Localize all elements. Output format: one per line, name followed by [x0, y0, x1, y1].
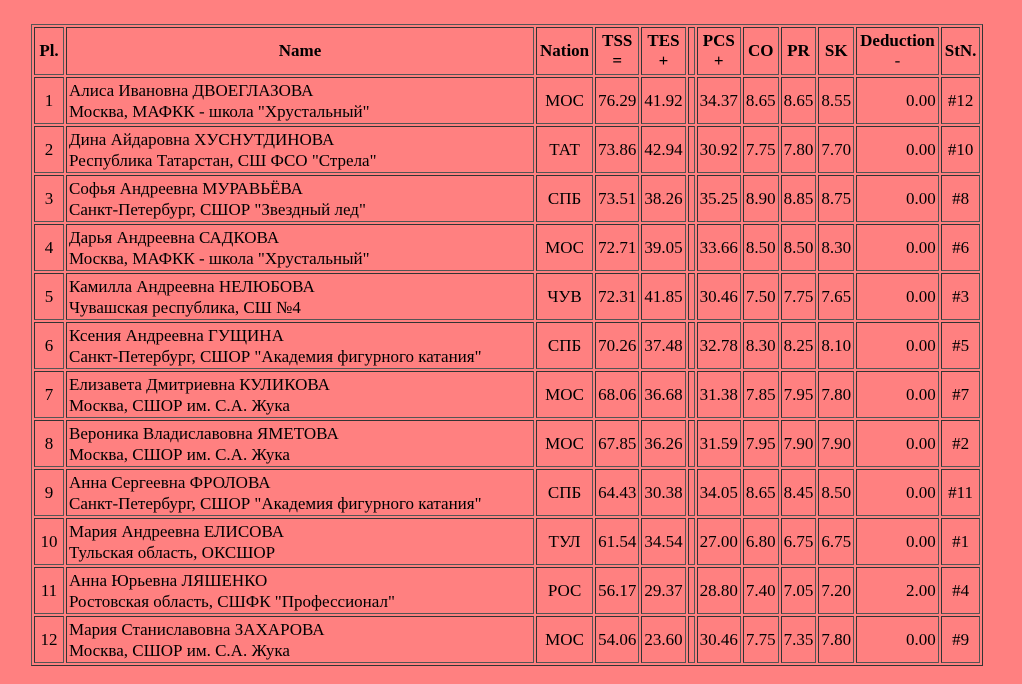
co-cell: 7.75 [743, 616, 779, 663]
deduction-cell: 0.00 [856, 420, 939, 467]
pr-cell: 7.80 [781, 126, 817, 173]
separator-cell [688, 322, 695, 369]
tss-cell: 72.31 [595, 273, 639, 320]
pr-cell: 8.85 [781, 175, 817, 222]
table-row [34, 371, 980, 418]
results-table [31, 24, 983, 666]
co-cell: 8.50 [743, 224, 779, 271]
header-tss-sub: = [612, 51, 623, 70]
skater-club: Санкт-Петербург, СШОР "Академия фигурного катания" [69, 346, 482, 366]
pcs-cell: 30.92 [697, 126, 741, 173]
co-cell: 8.65 [743, 469, 779, 516]
header-pr: PR [781, 27, 817, 75]
separator-cell [688, 175, 695, 222]
pcs-cell: 30.46 [697, 273, 741, 320]
pcs-cell: 34.05 [697, 469, 741, 516]
co-cell: 7.95 [743, 420, 779, 467]
place-cell: 6 [34, 322, 64, 369]
tss-cell: 67.85 [595, 420, 639, 467]
skater-club: Москва, СШОР им. С.А. Жука [69, 444, 290, 464]
stn-cell: #7 [941, 371, 981, 418]
nation-cell: ЧУВ [536, 273, 593, 320]
co-cell: 7.75 [743, 126, 779, 173]
place-cell: 3 [34, 175, 64, 222]
skater-club: Санкт-Петербург, СШОР "Академия фигурного катания" [69, 493, 482, 513]
co-cell: 7.40 [743, 567, 779, 614]
header-tss [595, 27, 639, 75]
separator-cell [688, 77, 695, 124]
place-cell: 7 [34, 371, 64, 418]
place-cell: 5 [34, 273, 64, 320]
separator-cell [688, 273, 695, 320]
skater-club: Москва, СШОР им. С.А. Жука [69, 640, 290, 660]
pr-cell: 6.75 [781, 518, 817, 565]
skater-name: Вероника Владиславовна ЯМЕТОВА [69, 423, 339, 443]
co-cell: 7.50 [743, 273, 779, 320]
tes-cell: 34.54 [641, 518, 685, 565]
nation-cell: МОС [536, 371, 593, 418]
stn-cell: #11 [941, 469, 981, 516]
sk-cell: 8.50 [818, 469, 854, 516]
pcs-cell: 31.38 [697, 371, 741, 418]
header-name: Name [66, 27, 534, 75]
nation-cell: ТУЛ [536, 518, 593, 565]
skater-club: Чувашская республика, СШ №4 [69, 297, 301, 317]
pcs-cell: 28.80 [697, 567, 741, 614]
table-row [34, 77, 980, 124]
stn-cell: #8 [941, 175, 981, 222]
stn-cell: #5 [941, 322, 981, 369]
pcs-cell: 34.37 [697, 77, 741, 124]
tes-cell: 41.92 [641, 77, 685, 124]
sk-cell: 7.65 [818, 273, 854, 320]
skater-club: Тульская область, ОКСШОР [69, 542, 276, 562]
header-pcs-sub: + [713, 51, 724, 70]
pcs-cell: 31.59 [697, 420, 741, 467]
stn-cell: #3 [941, 273, 981, 320]
deduction-cell: 0.00 [856, 518, 939, 565]
header-row [34, 27, 980, 75]
deduction-cell: 0.00 [856, 224, 939, 271]
nation-cell: СПБ [536, 322, 593, 369]
co-cell: 6.80 [743, 518, 779, 565]
table-row [34, 616, 980, 663]
skater-name: Софья Андреевна МУРАВЬЁВА [69, 178, 303, 198]
separator-cell [688, 420, 695, 467]
deduction-cell: 0.00 [856, 77, 939, 124]
pcs-cell: 27.00 [697, 518, 741, 565]
tss-cell: 64.43 [595, 469, 639, 516]
header-place: Pl. [34, 27, 64, 75]
separator-cell [688, 518, 695, 565]
sk-cell: 8.55 [818, 77, 854, 124]
place-cell: 2 [34, 126, 64, 173]
stn-cell: #1 [941, 518, 981, 565]
tss-cell: 54.06 [595, 616, 639, 663]
skater-club: Ростовская область, СШФК "Профессионал" [69, 591, 395, 611]
separator-cell [688, 371, 695, 418]
place-cell: 12 [34, 616, 64, 663]
header-tss-label: TSS [602, 31, 633, 50]
name-cell [66, 567, 534, 614]
sk-cell: 8.75 [818, 175, 854, 222]
separator-cell [688, 616, 695, 663]
sk-cell: 7.80 [818, 616, 854, 663]
table-row [34, 420, 980, 467]
pr-cell: 8.25 [781, 322, 817, 369]
stn-cell: #2 [941, 420, 981, 467]
co-cell: 8.90 [743, 175, 779, 222]
pcs-cell: 33.66 [697, 224, 741, 271]
deduction-cell: 2.00 [856, 567, 939, 614]
tes-cell: 39.05 [641, 224, 685, 271]
header-tes-label: TES [647, 31, 680, 50]
tss-cell: 56.17 [595, 567, 639, 614]
skater-name: Мария Андреевна ЕЛИСОВА [69, 521, 284, 541]
separator-cell [688, 126, 695, 173]
skater-club: Москва, МАФКК - школа "Хрустальный" [69, 248, 370, 268]
nation-cell: МОС [536, 420, 593, 467]
tes-cell: 30.38 [641, 469, 685, 516]
table-row [34, 518, 980, 565]
name-cell [66, 371, 534, 418]
nation-cell: СПБ [536, 175, 593, 222]
nation-cell: СПБ [536, 469, 593, 516]
table-row [34, 273, 980, 320]
pr-cell: 7.90 [781, 420, 817, 467]
name-cell [66, 126, 534, 173]
name-cell [66, 518, 534, 565]
place-cell: 11 [34, 567, 64, 614]
nation-cell: МОС [536, 616, 593, 663]
skater-name: Дарья Андреевна САДКОВА [69, 227, 280, 247]
header-deduction-sub: - [894, 51, 901, 70]
skater-club: Москва, СШОР им. С.А. Жука [69, 395, 290, 415]
tss-cell: 73.86 [595, 126, 639, 173]
pr-cell: 7.35 [781, 616, 817, 663]
header-co: CO [743, 27, 779, 75]
separator-cell [688, 567, 695, 614]
nation-cell: МОС [536, 77, 593, 124]
tes-cell: 36.68 [641, 371, 685, 418]
tes-cell: 42.94 [641, 126, 685, 173]
tes-cell: 36.26 [641, 420, 685, 467]
skater-club: Санкт-Петербург, СШОР "Звездный лед" [69, 199, 366, 219]
tes-cell: 23.60 [641, 616, 685, 663]
header-pcs [697, 27, 741, 75]
header-deduction-label: Deduction [860, 31, 935, 50]
stn-cell: #10 [941, 126, 981, 173]
pr-cell: 8.65 [781, 77, 817, 124]
name-cell [66, 273, 534, 320]
deduction-cell: 0.00 [856, 469, 939, 516]
co-cell: 8.30 [743, 322, 779, 369]
header-deduction [856, 27, 939, 75]
pr-cell: 7.95 [781, 371, 817, 418]
separator-cell [688, 224, 695, 271]
skater-name: Алиса Ивановна ДВОЕГЛАЗОВА [69, 80, 314, 100]
skater-name: Камилла Андреевна НЕЛЮБОВА [69, 276, 315, 296]
pr-cell: 7.05 [781, 567, 817, 614]
place-cell: 1 [34, 77, 64, 124]
stn-cell: #6 [941, 224, 981, 271]
nation-cell: РОС [536, 567, 593, 614]
tes-cell: 37.48 [641, 322, 685, 369]
co-cell: 8.65 [743, 77, 779, 124]
tss-cell: 76.29 [595, 77, 639, 124]
name-cell [66, 175, 534, 222]
tss-cell: 68.06 [595, 371, 639, 418]
name-cell [66, 616, 534, 663]
skater-name: Дина Айдаровна ХУСНУТДИНОВА [69, 129, 335, 149]
skater-club: Республика Татарстан, СШ ФСО "Стрела" [69, 150, 377, 170]
pcs-cell: 35.25 [697, 175, 741, 222]
header-nation: Nation [536, 27, 593, 75]
name-cell [66, 77, 534, 124]
header-tes [641, 27, 685, 75]
table-row [34, 224, 980, 271]
pr-cell: 8.45 [781, 469, 817, 516]
tss-cell: 70.26 [595, 322, 639, 369]
sk-cell: 6.75 [818, 518, 854, 565]
sk-cell: 7.90 [818, 420, 854, 467]
deduction-cell: 0.00 [856, 616, 939, 663]
stn-cell: #9 [941, 616, 981, 663]
tss-cell: 73.51 [595, 175, 639, 222]
pr-cell: 8.50 [781, 224, 817, 271]
skater-name: Мария Станиславовна ЗАХАРОВА [69, 619, 325, 639]
deduction-cell: 0.00 [856, 273, 939, 320]
deduction-cell: 0.00 [856, 322, 939, 369]
nation-cell: ТАТ [536, 126, 593, 173]
table-row [34, 126, 980, 173]
header-separator [688, 27, 695, 75]
sk-cell: 8.10 [818, 322, 854, 369]
tss-cell: 61.54 [595, 518, 639, 565]
sk-cell: 7.70 [818, 126, 854, 173]
skater-club: Москва, МАФКК - школа "Хрустальный" [69, 101, 370, 121]
separator-cell [688, 469, 695, 516]
co-cell: 7.85 [743, 371, 779, 418]
place-cell: 4 [34, 224, 64, 271]
stn-cell: #4 [941, 567, 981, 614]
header-tes-sub: + [658, 51, 669, 70]
sk-cell: 8.30 [818, 224, 854, 271]
deduction-cell: 0.00 [856, 175, 939, 222]
tes-cell: 38.26 [641, 175, 685, 222]
pcs-cell: 32.78 [697, 322, 741, 369]
skater-name: Елизавета Дмитриевна КУЛИКОВА [69, 374, 330, 394]
table-row [34, 175, 980, 222]
tss-cell: 72.71 [595, 224, 639, 271]
name-cell [66, 322, 534, 369]
skater-name: Ксения Андреевна ГУЩИНА [69, 325, 284, 345]
header-pcs-label: PCS [702, 31, 735, 50]
place-cell: 9 [34, 469, 64, 516]
tes-cell: 29.37 [641, 567, 685, 614]
tes-cell: 41.85 [641, 273, 685, 320]
sk-cell: 7.20 [818, 567, 854, 614]
table-row [34, 469, 980, 516]
skater-name: Анна Сергеевна ФРОЛОВА [69, 472, 271, 492]
pcs-cell: 30.46 [697, 616, 741, 663]
header-stn: StN. [941, 27, 981, 75]
table-row [34, 567, 980, 614]
deduction-cell: 0.00 [856, 126, 939, 173]
header-sk: SK [818, 27, 854, 75]
deduction-cell: 0.00 [856, 371, 939, 418]
table-row [34, 322, 980, 369]
name-cell [66, 224, 534, 271]
nation-cell: МОС [536, 224, 593, 271]
place-cell: 10 [34, 518, 64, 565]
stn-cell: #12 [941, 77, 981, 124]
name-cell [66, 420, 534, 467]
sk-cell: 7.80 [818, 371, 854, 418]
pr-cell: 7.75 [781, 273, 817, 320]
place-cell: 8 [34, 420, 64, 467]
name-cell [66, 469, 534, 516]
skater-name: Анна Юрьевна ЛЯШЕНКО [69, 570, 268, 590]
